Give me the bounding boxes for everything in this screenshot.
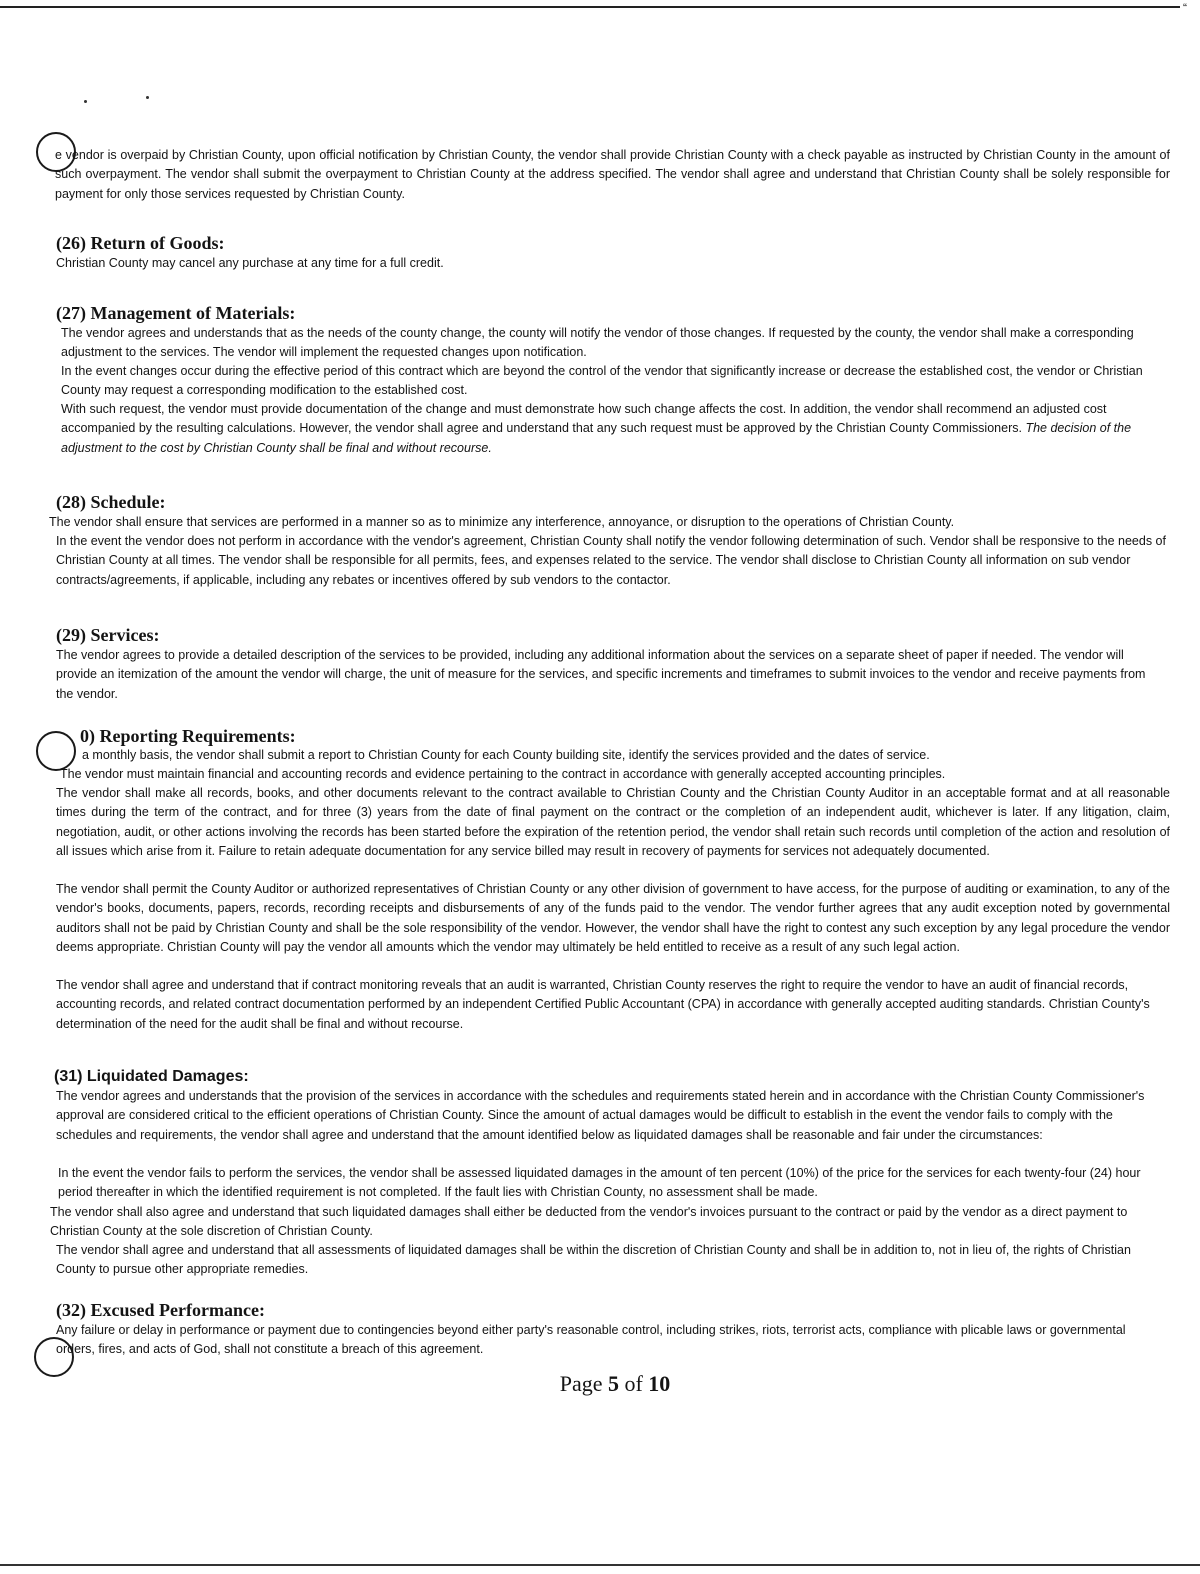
page-number-footer [0,1372,1200,1396]
section-paragraph: Christian County may cancel any purchase at any time for a full credit. [56,256,444,270]
section-heading: (28) Schedule: [56,492,166,512]
section-paragraph: The vendor agrees to provide a detailed description of the services to be provided, including any additional information about the services on a separate sheet of paper if needed. The vendor will provide an itemization of the amount the vendor will charge, the unit of measure for the services, and specific increments and timeframes to submit invoices to the vendor and receive payments from the vendor. [56,648,1146,701]
section-paragraph: Any failure or delay in performance or payment due to contingencies beyond either party's reasonable control, including strikes, riots, terrorist acts, compliance with plicable laws or governmental orders, fires, and acts of God, shall not constitute a breach of this agreement. [56,1323,1126,1357]
section-paragraph: In the event the vendor fails to perform the services, the vendor shall be assessed liquidated damages in the amount of ten percent (10%) of the price for the services for each twenty-four (24) hour period thereafter in which the identified requirement is not completed. If the fault lies with Christian County, no assessment shall be made. [58,1166,1141,1200]
section-paragraph: The vendor must maintain financial and accounting records and evidence pertaining to the contract in accordance with generally accepted accounting principles. [60,767,946,781]
section-paragraph: The vendor agrees and understands that the provision of the services in accordance with the schedules and requirements stated herein and in accordance with the Christian County Commissioner's approval are considered critical to the efficient operations of Christian County. Since the amount of actual damages would be difficult to establish in the event the vendor fails to comply with the schedules and requirements, the vendor shall agree and understand that the amount identified below as liquidated damages shall be reasonable and fair under the circumstances: [56,1089,1145,1142]
paragraph-text: With such request, the vendor must provide documentation of the change and must demonstrate how such change affects the cost. In addition, the vendor shall recommend an adjusted cost accompanied by the resulting calculations. However, the vendor shall agree and understand that any such request must be approved by the Christian County Commissioners. [61,402,1107,436]
bottom-border-rule [0,1564,1200,1566]
page-of-label: of [624,1371,643,1396]
section-paragraph: The vendor shall make all records, books, and other documents relevant to the contract available to Christian County and the Christian County Auditor in an acceptable format and at all reasonable times during the term of the contract, and for three (3) years from the date of final payment on the contract or the completion of an independent audit, whichever is later. If any litigation, claim, negotiation, audit, or other actions involving the records has been started before the expiration of the retention period, the vendor shall retain such records until completion of the action and resolution of all issues which arise from it. Failure to retain adequate documentation for any service billed may result in recovery of payments for services not adequately documented. [56,786,1170,858]
section-paragraph: The vendor agrees and understands that as the needs of the county change, the county will notify the vendor of those changes. If requested by the county, the vendor shall make a corresponding adjustment to the services. The vendor will implement the requested changes upon notification. [61,326,1134,360]
section-paragraph: The vendor shall agree and understand that all assessments of liquidated damages shall be within the discretion of Christian County and shall be in addition to, not in lieu of, the rights of Christian County to pursue other appropriate remedies. [56,1243,1131,1277]
section-paragraph: In the event the vendor does not perform in accordance with the vendor's agreement, Christian County shall notify the vendor following determination of such. Vendor shall be responsive to the needs of Christian County at all times. The vendor shall be responsible for all permits, fees, and expenses related to the service. The vendor shall disclose to Christian County all information on sub vendor contracts/agreements, if applicable, including any rebates or incentives offered by sub vendors to the contactor. [56,534,1166,587]
section-paragraph: The vendor shall ensure that services are performed in a manner so as to minimize any interference, annoyance, or disruption to the operations of Christian County. [49,515,955,529]
section-paragraph: The vendor shall permit the County Auditor or authorized representatives of Christian County or any other division of government to have access, for the purpose of auditing or examination, to any of the vendor's books, documents, papers, records, recording receipts and disbursements of any of the funds paid to the vendor. The vendor further agrees that any audit exception noted by governmental auditors shall not be paid by Christian County and shall be the sole responsibility of the vendor. However, the vendor shall have the right to contest any such exception by any legal procedure the vendor deems appropriate. Christian County will pay the vendor all amounts which the vendor may ultimately be held entitled to receive as a result of any such legal action. [56,882,1170,954]
section-heading: (27) Management of Materials: [56,303,296,323]
section-paragraph: The vendor shall agree and understand that if contract monitoring reveals that an audit is warranted, Christian County reserves the right to require the vendor to have an audit of financial records, accounting records, and related contract documentation performed by an independent Certified Public Accountant (CPA) in accordance with generally accepted auditing standards. Christian County's determination of the need for the audit shall be final and without recourse. [56,978,1150,1031]
page-label: Page [559,1371,603,1396]
section-paragraph: In the event changes occur during the effective period of this contract which are beyond the control of the vendor that significantly increase or decrease the established cost, the vendor or Christian County may request a corresponding modification to the established cost. [61,364,1143,398]
corner-mark: “ [1183,1,1187,15]
total-page-number: 10 [648,1371,671,1396]
section-paragraph [61,400,1169,458]
current-page-number: 5 [607,1371,619,1396]
section-heading: (29) Services: [56,625,160,645]
section-paragraph: a monthly basis, the vendor shall submit a report to Christian County for each County building site, identify the services provided and the dates of service. [82,748,930,762]
section-heading: 0) Reporting Requirements: [80,726,296,746]
top-border-rule [0,6,1180,8]
intro-paragraph: e vendor is overpaid by Christian County, upon official notification by Christian County, the vendor shall provide Christian County with a check payable as instructed by Christian County in the amount of such overpayment. The vendor shall submit the overpayment to Christian County at the address specified. The vendor shall agree and understand that Christian County shall be solely responsible for payment for only those services requested by Christian County. [55,148,1170,201]
section-heading: (26) Return of Goods: [56,233,225,253]
italic-note: The decision of the adjustment to the cost by Christian County shall be final and without recourse. [61,421,1132,455]
scan-specks [84,92,154,104]
section-paragraph: The vendor shall also agree and understand that such liquidated damages shall either be deducted from the vendor's invoices pursuant to the contract or paid by the vendor as a direct payment to Christian County at the sole discretion of Christian County. [50,1205,1128,1239]
section-heading: (32) Excused Performance: [56,1300,265,1320]
section-heading: (31) Liquidated Damages: [54,1068,249,1085]
